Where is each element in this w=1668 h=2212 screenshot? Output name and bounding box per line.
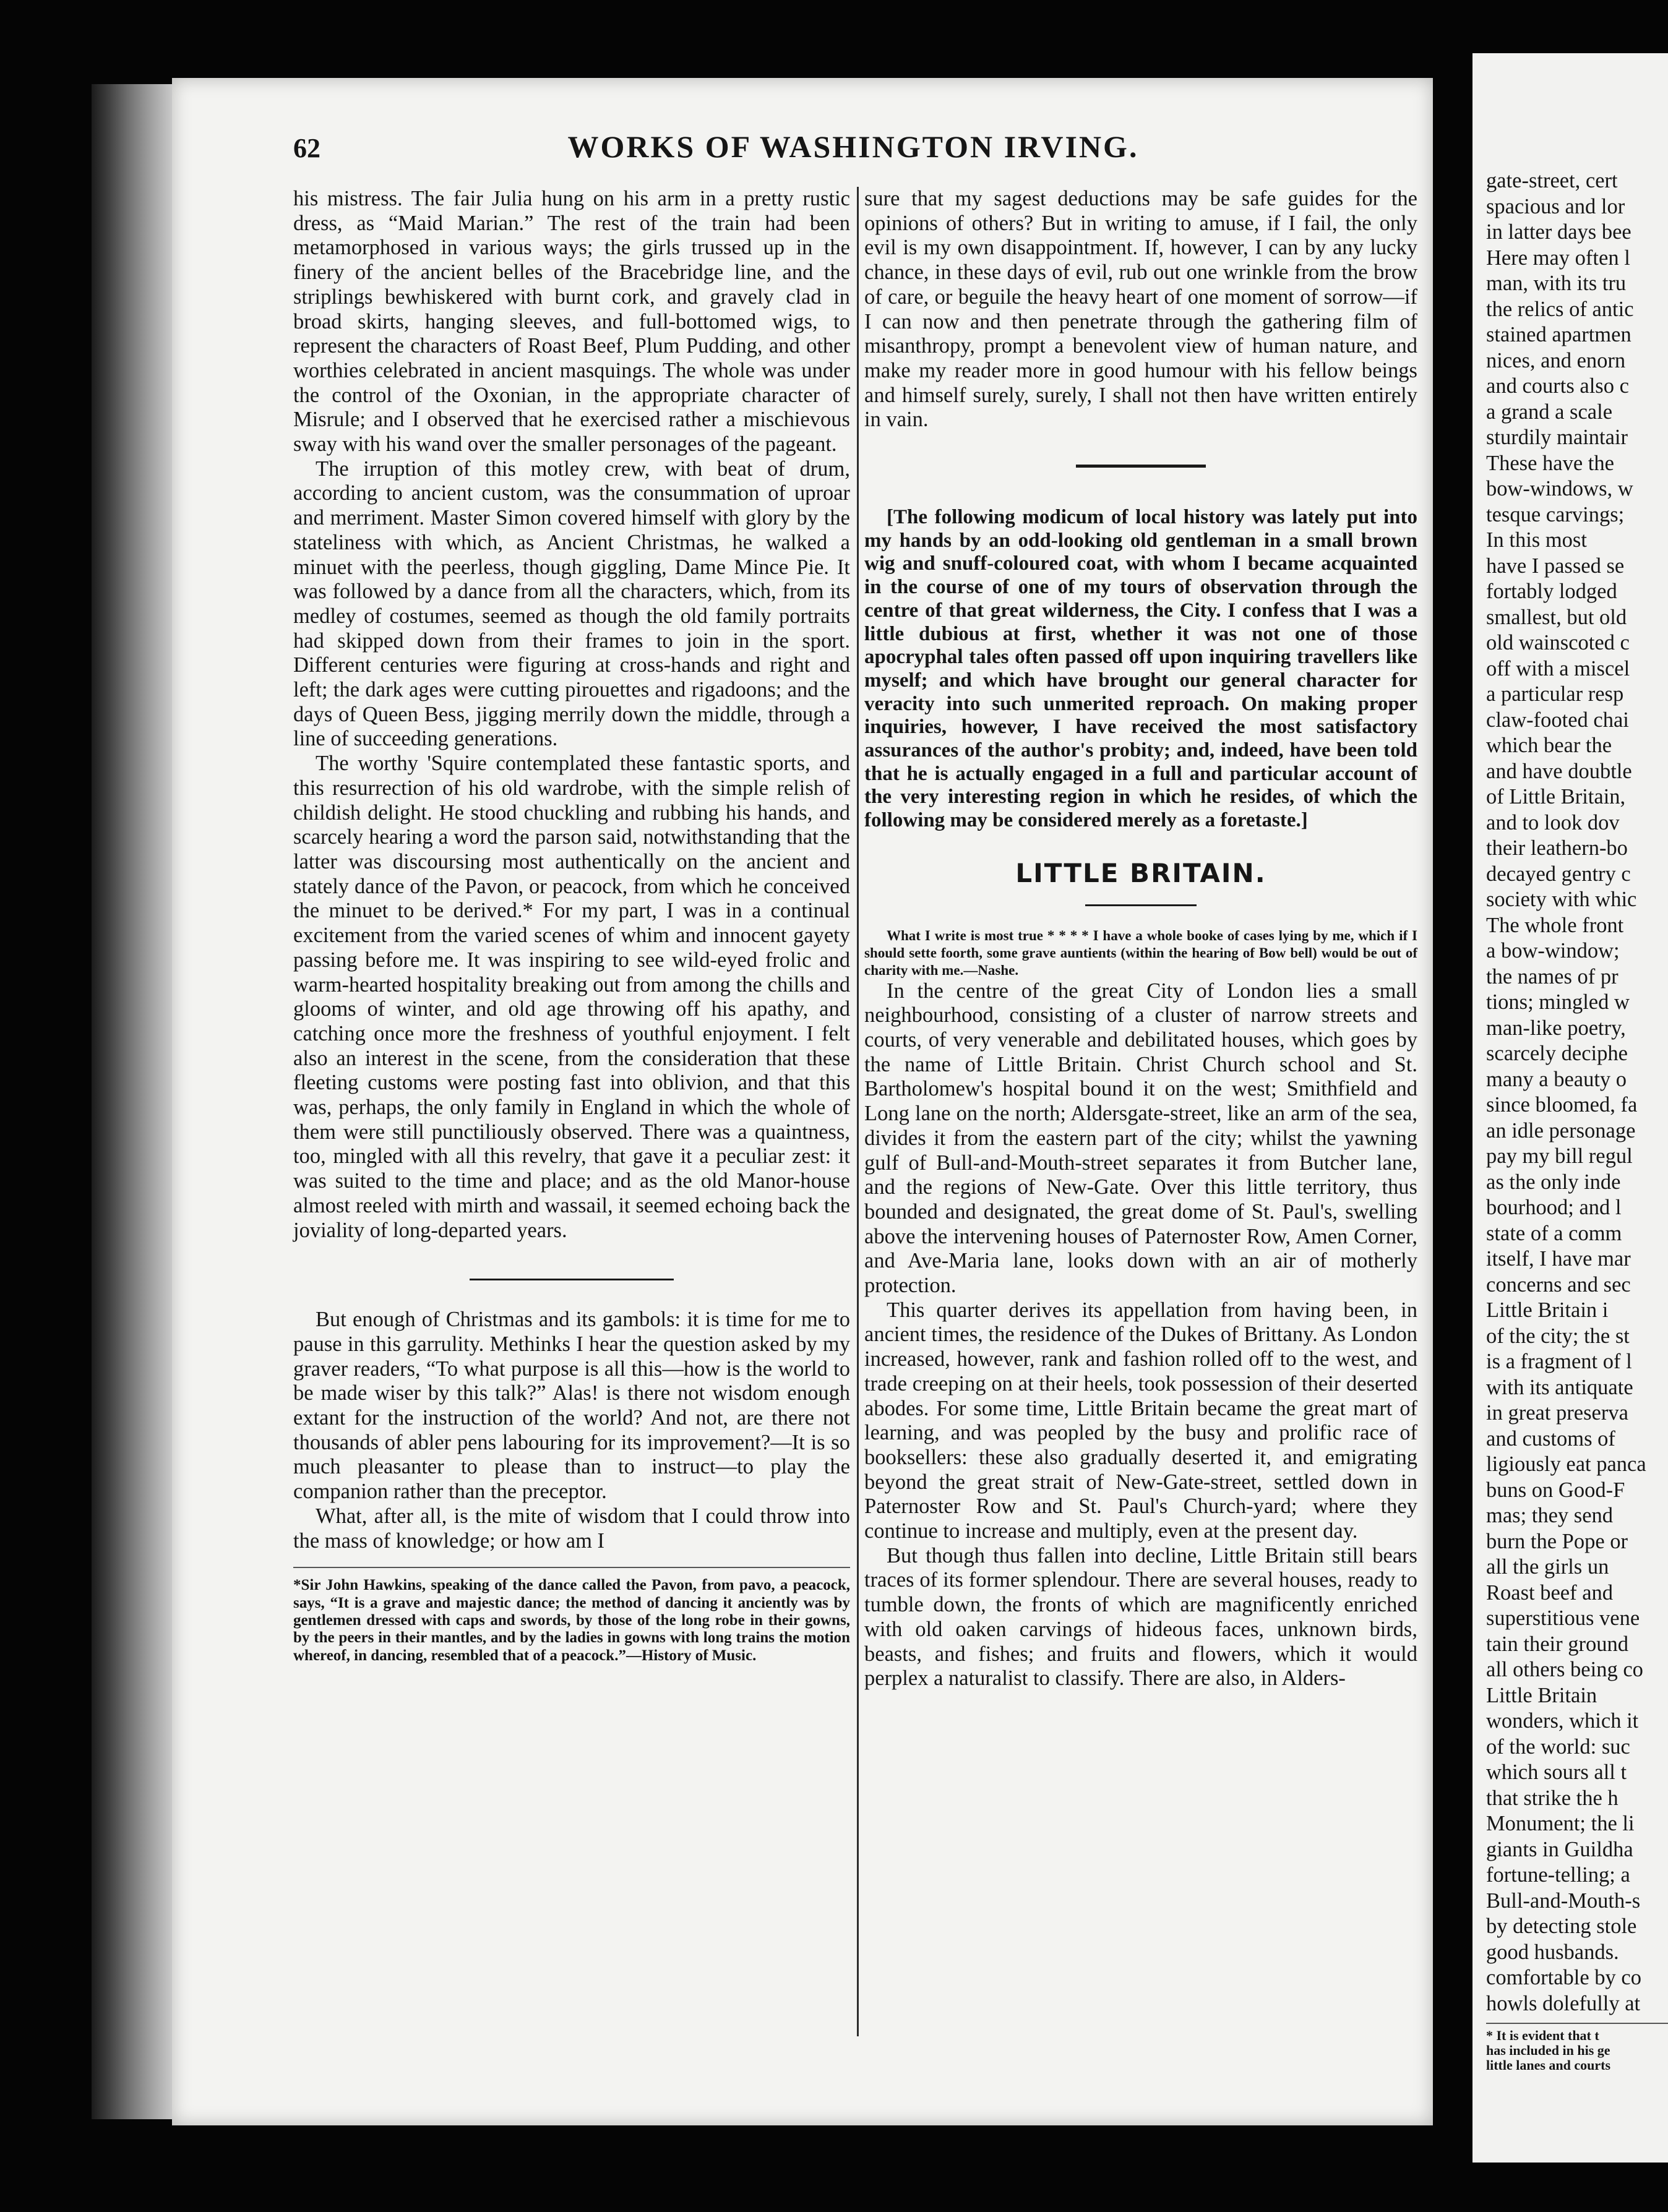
right-page-line: and courts also c xyxy=(1486,374,1629,398)
right-page-line: with its antiquate xyxy=(1486,1375,1633,1399)
right-page-line: gate-street, cert xyxy=(1486,169,1618,192)
running-title: WORKS OF WASHINGTON IRVING. xyxy=(567,129,1139,164)
right-page-text xyxy=(1486,168,1668,2073)
right-page-line: an idle personage xyxy=(1486,1118,1636,1142)
right-page-line: wonders, which it xyxy=(1486,1709,1639,1733)
paragraph: But enough of Christmas and its gambols: it is time for me to pause in this garrulity. Methinks I hear the question asked by my graver readers, “To what purpose is all this—how is the world to be made wiser by this talk?” Alas! is there not wisdom enough extant for the instruction of the world? And not, are there not thousands of abler pens labouring for its improvement?—It is so much pleasanter to please than to instruct—to play the companion rather than the preceptor. xyxy=(293,1308,850,1504)
book-gutter xyxy=(92,84,172,2119)
right-page-line: good husbands. xyxy=(1486,1940,1619,1964)
right-page-footnote-line: little lanes and courts xyxy=(1486,2057,1611,2073)
right-page-line: concerns and sec xyxy=(1486,1272,1631,1297)
right-page-line: tain their ground xyxy=(1486,1632,1628,1656)
paragraph: sure that my sagest deductions may be safe guides for the opinions of others? But in writing to amuse, if I fail, the only evil is my own disappointment. If, however, I can by any lucky chance, in these days of evil, rub out one wrinkle from the brow of care, or beguile the heavy heart of one moment of sorrow—if I can now and then penetrate through the gathering film of misanthropy, prompt a benevolent view of human nature, and make my reader more in good humour with his fellow beings and himself surely, surely, I shall not then have written entirely in vain. xyxy=(864,187,1417,432)
right-page-line: and to look dov xyxy=(1486,810,1620,834)
right-page-line: decayed gentry c xyxy=(1486,862,1631,886)
running-head xyxy=(293,129,1413,178)
right-page-line: a particular resp xyxy=(1486,682,1624,706)
right-page-line: that strike the h xyxy=(1486,1786,1619,1810)
page-number: 62 xyxy=(293,133,320,163)
right-page-line: nices, and enorn xyxy=(1486,348,1626,372)
right-page-line: superstitious vene xyxy=(1486,1606,1640,1630)
right-page-line: stained apartmen xyxy=(1486,323,1631,346)
right-page-line: Roast beef and xyxy=(1486,1580,1614,1605)
right-page-line: In this most xyxy=(1486,528,1587,552)
right-page-line: many a beauty o xyxy=(1486,1067,1627,1091)
right-page-line: Little Britain xyxy=(1486,1683,1597,1707)
right-page-line: bow-windows, w xyxy=(1486,477,1633,500)
right-page-line: The whole front xyxy=(1486,913,1624,937)
right-page-line: their leathern-bo xyxy=(1486,836,1628,860)
right-page-line: which bear the xyxy=(1486,734,1612,757)
right-page-line: the relics of antic xyxy=(1486,297,1634,321)
right-page-footnote-line: has included in his ge xyxy=(1486,2043,1610,2058)
right-page-line: the names of pr xyxy=(1486,964,1619,988)
right-page-line: which sours all t xyxy=(1486,1760,1627,1784)
right-page-line: of the city; the st xyxy=(1486,1324,1630,1348)
title-underline-rule xyxy=(1085,904,1197,906)
paragraph: What, after all, is the mite of wisdom that I could throw into the mass of knowledge; or how am I xyxy=(293,1504,850,1553)
right-page-line: comfortable by co xyxy=(1486,1966,1641,1989)
right-page-line: pay my bill regul xyxy=(1486,1144,1633,1168)
right-page-line: fortune-telling; a xyxy=(1486,1863,1630,1887)
right-page-line: have I passed se xyxy=(1486,554,1625,578)
right-page-line: tesque carvings; xyxy=(1486,502,1625,526)
right-page-line: state of a comm xyxy=(1486,1221,1622,1245)
right-page-line: in latter days bee xyxy=(1486,220,1631,244)
left-column xyxy=(293,187,850,1665)
right-page-line: since bloomed, fa xyxy=(1486,1093,1638,1117)
right-page-line: all the girls un xyxy=(1486,1555,1609,1579)
right-page-line: itself, I have mar xyxy=(1486,1247,1631,1271)
right-page-line: claw-footed chai xyxy=(1486,708,1629,732)
right-page-line: by detecting stole xyxy=(1486,1914,1637,1938)
right-page-line: smallest, but old xyxy=(1486,605,1627,629)
right-page-line: burn the Pope or xyxy=(1486,1529,1628,1553)
paragraph: his mistress. The fair Julia hung on his arm in a pretty rustic dress, as “Maid Marian.” The rest of the train had been metamorphosed in various ways; the girls trussed up in the finery of the ancient belles of the Bracebridge line, and the striplings bewhiskered with burnt cork, and gravely clad in broad skirts, hanging sleeves, and full-bottomed wigs, to represent the characters of Roast Beef, Plum Pudding, and other worthies celebrated in ancient masquings. The whole was under the control of the Oxonian, in the appropriate character of Misrule; and I observed that he exercised rather a mischievous sway with his wand over the smaller personages of the pageant. xyxy=(293,187,850,457)
right-page-line: spacious and lor xyxy=(1486,194,1625,218)
section-title: LITTLE BRITAIN. xyxy=(1015,857,1266,888)
middle-column xyxy=(864,187,1417,1691)
right-page-line: a grand a scale xyxy=(1486,400,1613,424)
epigraph: What I write is most true * * * * I have a whole booke of cases lying by me, which if I should sette foorth, some grave auntients (within the hearing of Bow bell) would be out of charity with me.—Nashe. xyxy=(864,927,1417,978)
right-page-line: mas; they send xyxy=(1486,1504,1614,1527)
section-divider-rule xyxy=(470,1279,674,1280)
right-page-line: is a fragment of l xyxy=(1486,1350,1632,1373)
right-page-line: in great preserva xyxy=(1486,1401,1628,1425)
right-page-line: and customs of xyxy=(1486,1426,1615,1451)
section-divider-rule xyxy=(1076,465,1206,468)
footnote: *Sir John Hawkins, speaking of the dance called the Pavon, from pavo, a peacock, says, “It is a grave and majestic dance; the method of dancing it anciently was by gentlemen dressed with caps and swords, by those of the long robe in their gowns, by the peers in their mantles, and by the ladies in gowns with long trains the motion whereof, in dancing, resembled that of a peacock.”—History of Music. xyxy=(293,1577,850,1664)
right-page-line: Little Britain i xyxy=(1486,1298,1609,1322)
column-divider xyxy=(857,187,859,2036)
right-page-line: all others being co xyxy=(1486,1658,1643,1681)
right-page-line: and have doubtle xyxy=(1486,759,1632,783)
paragraph: The irruption of this motley crew, with beat of drum, according to ancient custom, was the consummation of uproar and merriment. Master Simon covered himself with glory by the stateliness with which, as Ancient Christmas, he walked a minuet with the peerless, though giggling, Dame Mince Pie. It was followed by a dance from all the characters, which, from its medley of costumes, seemed as though the old family portraits had skipped down from their frames to join in the sport. Different centuries were figuring at cross-hands and right and left; the dark ages were cutting pirouettes and rigadoons; and the days of Queen Bess, jigging merrily down the middle, through a line of succeeding generations. xyxy=(293,457,850,751)
paragraph: But though thus fallen into decline, Little Britain still bears traces of its former splendour. There are several houses, ready to tumble down, the fronts of which are magnificently enriched with old oaken carvings of hideous faces, unknown birds, beasts, and fishes; and fruits and flowers, which it would perplex a naturalist to classify. There are also, in Alders- xyxy=(864,1543,1417,1691)
right-page-line: of Little Britain, xyxy=(1486,785,1626,808)
right-page-line: buns on Good-F xyxy=(1486,1478,1625,1502)
right-page-line: sturdily maintair xyxy=(1486,426,1628,449)
left-page xyxy=(172,78,1433,2125)
right-page-line: Here may often l xyxy=(1486,246,1630,270)
right-page-line: man, with its tru xyxy=(1486,272,1627,295)
right-footnote-rule xyxy=(1486,2023,1668,2024)
right-page-line: as the only inde xyxy=(1486,1170,1621,1194)
right-page-line: a bow-window; xyxy=(1486,939,1620,962)
right-page xyxy=(1472,53,1668,2163)
paragraph: This quarter derives its appellation from having been, in ancient times, the residence of the Dukes of Brittany. As London increased, however, rank and fashion rolled off to the west, and trade creeping on at their heels, took possession of their deserted abodes. For some time, Little Britain became the great mart of learning, and was peopled by the busy and prolific race of booksellers: these also gradually deserted it, and emigrating beyond the great strait of New-Gate-street, settled down in Paternoster Row and St. Paul's Church-yard; where they continue to increase and multiply, even at the present day. xyxy=(864,1298,1417,1543)
right-page-line: bourhood; and l xyxy=(1486,1196,1622,1219)
editorial-note: [The following modicum of local history was lately put into my hands by an odd-looking old gentleman in a small brown wig and snuff-coloured coat, with whom I became acquainted in the course of one of my tours of observation through the centre of that great wilderness, the City. I confess that I was a little dubious at first, whether it was not one of those apocryphal tales often passed off upon inquiring travellers like myself; and which have brought our general character for veracity into such unmerited reproach. On making proper inquiries, however, I have received the most satisfactory assurances of the author's probity; and, indeed, have been told that he is actually engaged in a full and particular account of the very interesting region in which he resides, of which the following may be considered merely as a foretaste.] xyxy=(864,506,1417,832)
right-page-line: of the world: suc xyxy=(1486,1734,1630,1759)
right-page-line: ligiously eat panca xyxy=(1486,1452,1646,1476)
paragraph: The worthy 'Squire contemplated these fantastic sports, and this resurrection of his old wardrobe, with the simple relish of childish delight. He stood chuckling and rubbing his hands, and scarcely hearing a word the parson said, notwithstanding that the latter was discoursing most authentically on the ancient and stately dance of the Pavon, or peacock, from which he conceived the minuet to be derived.* For my part, I was in a continual excitement from the varied scenes of whim and innocent gayety passing before me. It was inspiring to see wild-eyed frolic and warm-hearted hospitality breaking out from among the chills and glooms of winter, and old age throwing off his apathy, and catching once more the freshness of youthful enjoyment. I felt also an interest in the scene, from the consideration that these fleeting customs were posting fast into oblivion, and that this was, perhaps, the only family in England in which the whole of them were still punctiliously observed. There was a quaintness, too, mingled with all this revelry, that gave it a peculiar zest: it was suited to the time and place; and as the old Manor-house almost reeled with mirth and wassail, it seemed echoing back the joviality of long-departed years. xyxy=(293,752,850,1242)
right-page-line: Monument; the li xyxy=(1486,1812,1635,1835)
right-page-line: off with a miscel xyxy=(1486,656,1630,680)
right-page-line: society with whic xyxy=(1486,888,1637,911)
right-page-footnote-line: * It is evident that t xyxy=(1486,2028,1599,2043)
right-page-line: giants in Guildha xyxy=(1486,1837,1633,1861)
right-page-line: old wainscoted c xyxy=(1486,631,1630,654)
right-page-line: scarcely deciphe xyxy=(1486,1042,1628,1065)
right-page-line: howls dolefully at xyxy=(1486,1991,1641,2015)
footnote-rule xyxy=(293,1567,850,1568)
right-page-line: Bull-and-Mouth-s xyxy=(1486,1888,1641,1913)
right-page-line: man-like poetry, xyxy=(1486,1016,1626,1040)
right-page-line: These have the xyxy=(1486,451,1614,475)
right-page-line: fortably lodged xyxy=(1486,580,1617,603)
right-page-line: tions; mingled w xyxy=(1486,990,1630,1014)
paragraph: In the centre of the great City of London lies a small neighbourhood, consisting of a cluster of narrow streets and courts, of very venerable and debilitated houses, which goes by the name of Little Britain. Christ Church school and St. Bartholomew's hospital bound it on the west; Smithfield and Long lane on the north; Aldersgate-street, like an arm of the sea, divides it from the eastern part of the city; whilst the yawning gulf of Bull-and-Mouth-street separates it from Butcher lane, and the regions of New-Gate. Over this little territory, thus bounded and designated, the great dome of St. Paul's, swelling above the intervening houses of Paternoster Row, Amen Corner, and Ave-Maria lane, looks down with an air of motherly protection. xyxy=(864,979,1417,1298)
